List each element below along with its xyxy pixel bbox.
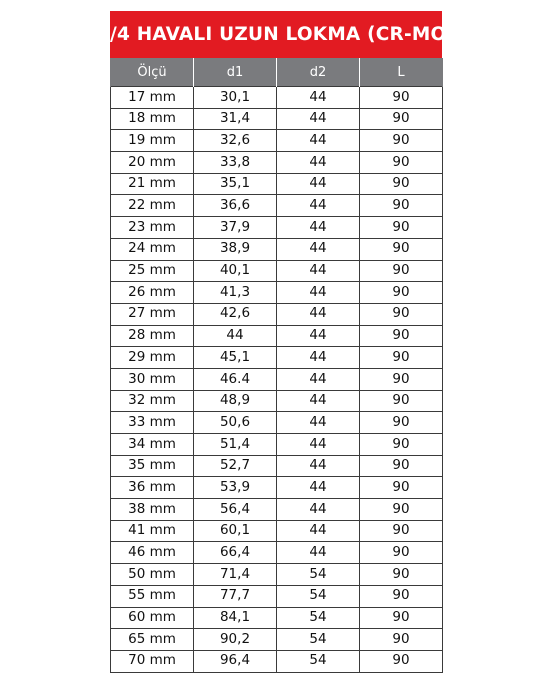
table-row: [111, 650, 443, 672]
cell-d1: 36,6: [194, 195, 277, 217]
cell-d2: 44: [277, 108, 360, 130]
cell-d1: 84,1: [194, 607, 277, 629]
cell-size: 30 mm: [111, 368, 194, 390]
table-row: [111, 499, 443, 521]
cell-d2: 44: [277, 303, 360, 325]
cell-d1: 37,9: [194, 217, 277, 239]
cell-d2: 44: [277, 390, 360, 412]
cell-length: 90: [360, 368, 443, 390]
cell-length: 90: [360, 499, 443, 521]
cell-size: 55 mm: [111, 585, 194, 607]
cell-d2: 44: [277, 499, 360, 521]
cell-size: 70 mm: [111, 650, 194, 672]
cell-size: 36 mm: [111, 477, 194, 499]
cell-d2: 44: [277, 152, 360, 174]
cell-d2: 44: [277, 434, 360, 456]
cell-length: 90: [360, 282, 443, 304]
cell-size: 20 mm: [111, 152, 194, 174]
spec-table: [110, 58, 443, 673]
cell-size: 46 mm: [111, 542, 194, 564]
header-d2: d2: [277, 59, 360, 87]
cell-d1: 51,4: [194, 434, 277, 456]
cell-d1: 66,4: [194, 542, 277, 564]
cell-length: 90: [360, 477, 443, 499]
table-row: [111, 108, 443, 130]
cell-d2: 54: [277, 629, 360, 651]
cell-size: 60 mm: [111, 607, 194, 629]
header-row: [111, 59, 443, 87]
table-row: [111, 477, 443, 499]
cell-size: 65 mm: [111, 629, 194, 651]
cell-d1: 45,1: [194, 347, 277, 369]
cell-d1: 33,8: [194, 152, 277, 174]
cell-d2: 44: [277, 195, 360, 217]
cell-size: 28 mm: [111, 325, 194, 347]
cell-d1: 48,9: [194, 390, 277, 412]
table-row: [111, 195, 443, 217]
cell-length: 90: [360, 650, 443, 672]
cell-length: 90: [360, 390, 443, 412]
cell-d2: 54: [277, 607, 360, 629]
cell-length: 90: [360, 217, 443, 239]
cell-d2: 44: [277, 455, 360, 477]
cell-d2: 54: [277, 650, 360, 672]
cell-length: 90: [360, 325, 443, 347]
cell-d2: 44: [277, 87, 360, 109]
table-header: [111, 59, 443, 87]
cell-d1: 90,2: [194, 629, 277, 651]
table-row: [111, 629, 443, 651]
table-row: [111, 434, 443, 456]
cell-d2: 44: [277, 368, 360, 390]
cell-d1: 53,9: [194, 477, 277, 499]
cell-length: 90: [360, 347, 443, 369]
cell-size: 21 mm: [111, 173, 194, 195]
cell-d2: 44: [277, 325, 360, 347]
cell-size: 24 mm: [111, 238, 194, 260]
cell-length: 90: [360, 434, 443, 456]
cell-length: 90: [360, 520, 443, 542]
cell-length: 90: [360, 152, 443, 174]
cell-length: 90: [360, 130, 443, 152]
table-row: [111, 152, 443, 174]
cell-size: 18 mm: [111, 108, 194, 130]
table-row: [111, 390, 443, 412]
table-row: [111, 238, 443, 260]
table-row: [111, 325, 443, 347]
cell-d1: 30,1: [194, 87, 277, 109]
cell-length: 90: [360, 412, 443, 434]
table-title: 3/4 HAVALI UZUN LOKMA (CR-MO): [110, 11, 442, 58]
cell-length: 90: [360, 455, 443, 477]
table-row: [111, 130, 443, 152]
cell-d2: 44: [277, 217, 360, 239]
cell-size: 29 mm: [111, 347, 194, 369]
cell-d1: 52,7: [194, 455, 277, 477]
cell-length: 90: [360, 607, 443, 629]
table-row: [111, 282, 443, 304]
cell-length: 90: [360, 195, 443, 217]
cell-d1: 96,4: [194, 650, 277, 672]
cell-d1: 35,1: [194, 173, 277, 195]
cell-size: 50 mm: [111, 564, 194, 586]
cell-size: 22 mm: [111, 195, 194, 217]
cell-d1: 32,6: [194, 130, 277, 152]
table-body: [111, 87, 443, 673]
cell-d2: 44: [277, 260, 360, 282]
cell-length: 90: [360, 87, 443, 109]
cell-d2: 44: [277, 347, 360, 369]
cell-length: 90: [360, 542, 443, 564]
cell-size: 32 mm: [111, 390, 194, 412]
header-length: L: [360, 59, 443, 87]
cell-d1: 56,4: [194, 499, 277, 521]
cell-d1: 40,1: [194, 260, 277, 282]
cell-d1: 41,3: [194, 282, 277, 304]
cell-size: 35 mm: [111, 455, 194, 477]
cell-length: 90: [360, 173, 443, 195]
cell-d1: 50,6: [194, 412, 277, 434]
cell-length: 90: [360, 108, 443, 130]
cell-d1: 60,1: [194, 520, 277, 542]
table-row: [111, 368, 443, 390]
cell-length: 90: [360, 585, 443, 607]
table-row: [111, 347, 443, 369]
cell-d1: 71,4: [194, 564, 277, 586]
spec-sheet: [96, 11, 456, 673]
header-size: Ölçü: [111, 59, 194, 87]
cell-size: 27 mm: [111, 303, 194, 325]
cell-size: 25 mm: [111, 260, 194, 282]
cell-size: 26 mm: [111, 282, 194, 304]
cell-d2: 44: [277, 173, 360, 195]
table-row: [111, 173, 443, 195]
cell-size: 41 mm: [111, 520, 194, 542]
cell-size: 19 mm: [111, 130, 194, 152]
cell-length: 90: [360, 629, 443, 651]
cell-length: 90: [360, 238, 443, 260]
table-row: [111, 217, 443, 239]
header-d1: d1: [194, 59, 277, 87]
table-row: [111, 564, 443, 586]
cell-d2: 54: [277, 564, 360, 586]
cell-length: 90: [360, 260, 443, 282]
cell-d2: 44: [277, 130, 360, 152]
cell-size: 34 mm: [111, 434, 194, 456]
cell-size: 33 mm: [111, 412, 194, 434]
cell-size: 38 mm: [111, 499, 194, 521]
cell-d1: 46.4: [194, 368, 277, 390]
cell-d1: 77,7: [194, 585, 277, 607]
table-row: [111, 542, 443, 564]
table-row: [111, 585, 443, 607]
cell-length: 90: [360, 303, 443, 325]
cell-d2: 44: [277, 477, 360, 499]
cell-d1: 44: [194, 325, 277, 347]
table-row: [111, 303, 443, 325]
cell-d2: 44: [277, 520, 360, 542]
table-row: [111, 607, 443, 629]
cell-d2: 54: [277, 585, 360, 607]
table-row: [111, 87, 443, 109]
table-row: [111, 520, 443, 542]
cell-d2: 44: [277, 542, 360, 564]
table-row: [111, 260, 443, 282]
cell-d2: 44: [277, 282, 360, 304]
table-row: [111, 412, 443, 434]
cell-d1: 42,6: [194, 303, 277, 325]
cell-d1: 31,4: [194, 108, 277, 130]
cell-size: 23 mm: [111, 217, 194, 239]
cell-d1: 38,9: [194, 238, 277, 260]
cell-length: 90: [360, 564, 443, 586]
table-row: [111, 455, 443, 477]
cell-d2: 44: [277, 238, 360, 260]
cell-size: 17 mm: [111, 87, 194, 109]
cell-d2: 44: [277, 412, 360, 434]
